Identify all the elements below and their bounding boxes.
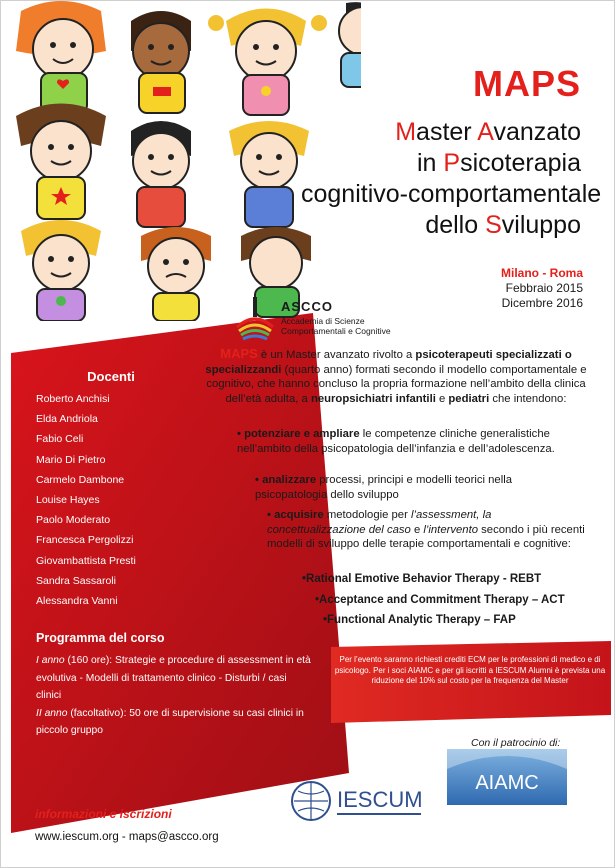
title-line-3: cognitivo-comportamentale xyxy=(301,180,602,208)
docente-name: Elda Andriola xyxy=(36,413,98,426)
programma-year-2: II anno (facoltativo): 50 ore di supervisione su casi clinici in piccolo gruppo xyxy=(36,707,304,736)
docente-name: Mario Di Pietro xyxy=(36,453,106,466)
therapy-rebt: •Rational Emotive Behavior Therapy - REBT xyxy=(302,573,542,585)
iescum-logo xyxy=(289,777,429,825)
ascco-logo xyxy=(233,297,433,341)
aiamc-logo-text: AIAMC xyxy=(475,772,539,794)
docente-name: Sandra Sassaroli xyxy=(36,574,116,587)
ascco-emblem-icon xyxy=(233,297,277,341)
docente-name: Alessandra Vanni xyxy=(36,594,118,607)
therapy-act: •Acceptance and Commitment Therapy – ACT xyxy=(315,594,565,606)
programma-year-1: I anno (160 ore): Strategie e procedure di assessment in età evolutiva - Modelli di trattamento clinico - Disturbi / casi clinici xyxy=(36,655,311,701)
event-info xyxy=(441,266,583,311)
docente-name: Roberto Anchisi xyxy=(36,393,110,405)
programma-body xyxy=(36,652,311,740)
docente-name: Louise Hayes xyxy=(36,493,100,506)
acronym-title: MAPS xyxy=(472,63,581,104)
therapy-fap: •Functional Analytic Therapy – FAP xyxy=(323,614,516,626)
iescum-logo-text: IESCUM xyxy=(337,787,423,812)
goal-bullet-3: • acquisire metodologie per l’assessment, la concettualizzazione del caso e l’intervento secondo i più recenti modelli di sviluppo delle terapie comportamentali e cognitive: xyxy=(267,509,585,550)
docenti-list xyxy=(36,389,136,611)
docente-name: Carmelo Dambone xyxy=(36,473,125,486)
main-title xyxy=(301,117,602,241)
title-line-1: Master Avanzato xyxy=(395,118,581,146)
docente-name: Paolo Moderato xyxy=(36,514,111,527)
docente-name: Giovambattista Presti xyxy=(36,554,136,567)
aiamc-logo xyxy=(447,749,567,805)
ascco-subtitle-1: Accademia di Scienze xyxy=(281,316,365,326)
intro-paragraph: MAPS è un Master avanzato rivolto a psicoterapeuti specializzati o specializzandi (quarto anno) formati secondo il modello comportamentale e cognitivo, che hanno concluso la propria formazione nell’ambito della clinica dell’età adulta, a neuropsichiatri infantili e pediatri che intendono: xyxy=(205,346,587,405)
contact-links[interactable]: www.iescum.org - maps@ascco.org xyxy=(35,831,219,843)
ascco-subtitle-2: Comportamentali e Cognitive xyxy=(281,326,391,336)
ecm-note: Per l’evento saranno richiesti crediti ECM per le professioni di medico e di psicologo. Per i soci AIAMC e per gli iscritti a IESCUM Alumni è prevista una riduzione del 10% sul costo per la frequenza del Master xyxy=(334,655,606,685)
docenti-heading: Docenti xyxy=(87,369,135,384)
info-heading: informazioni e iscrizioni xyxy=(35,807,172,821)
docente-name: Fabio Celi xyxy=(36,433,84,446)
title-line-4: dello Sviluppo xyxy=(425,211,581,239)
goal-bullet-2: • analizzare processi, principi e modelli teorici nella psicopatologia dello sviluppo xyxy=(255,474,513,501)
programma-heading: Programma del corso xyxy=(36,631,165,645)
docente-name: Francesca Pergolizzi xyxy=(36,534,134,547)
event-cities: Milano - Roma xyxy=(500,266,583,280)
event-date-2: Dicembre 2016 xyxy=(501,296,583,310)
patrocinio-label: Con il patrocinio di: xyxy=(471,737,561,749)
ascco-name: ASCCO xyxy=(281,299,333,314)
title-line-2: in Psicoterapia xyxy=(417,149,581,177)
goal-bullet-1: • potenziare e ampliare le competenze cliniche generalistiche nell’ambito della psicopatologia dell’infanzia e dell’adolescenza. xyxy=(237,428,555,455)
event-date-1: Febbraio 2015 xyxy=(505,281,583,295)
